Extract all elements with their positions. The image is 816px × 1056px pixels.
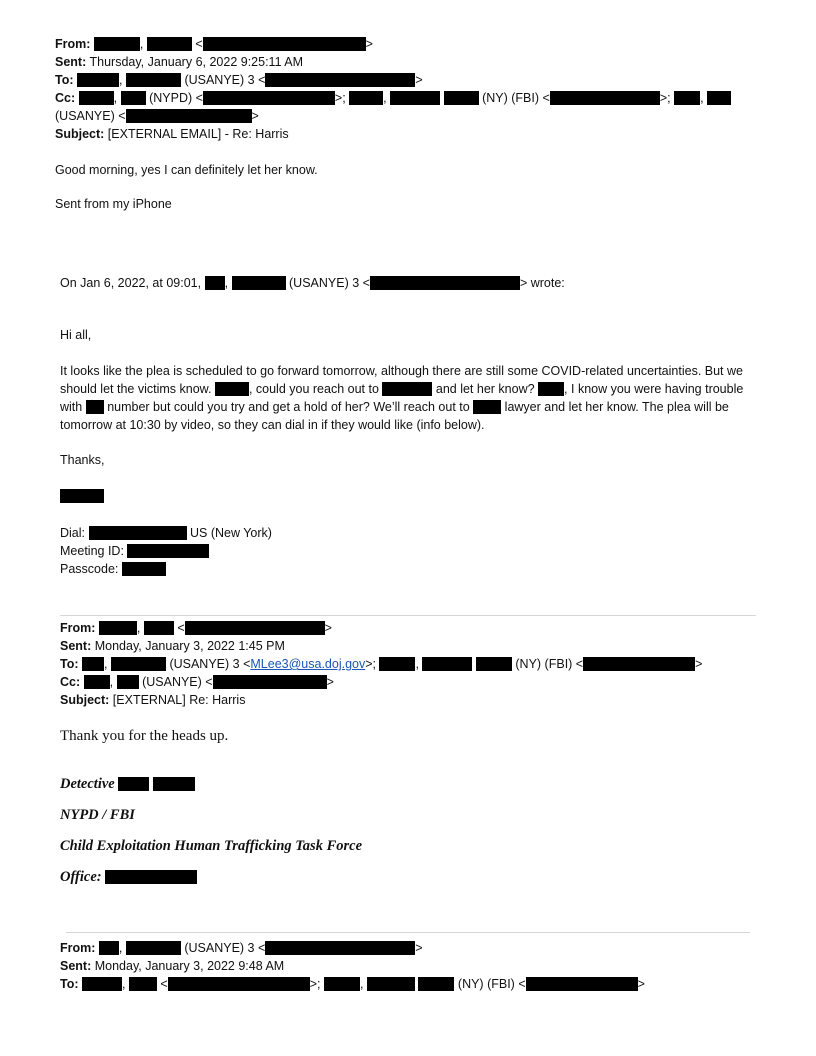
dial-line [60, 525, 272, 542]
sent-label: Sent: [60, 639, 92, 653]
sent-value: Monday, January 3, 2022 9:48 AM [94, 959, 285, 973]
cc-label: Cc: [55, 91, 76, 105]
passcode-line [60, 561, 166, 578]
to-org-fbi: (NY) (FBI) [457, 977, 515, 991]
redaction [379, 657, 415, 671]
from-label: From: [55, 37, 91, 51]
email1-cc-line-cont: (USANYE) < > [55, 109, 259, 123]
cc-org: (USANYE) [142, 675, 202, 689]
redaction [111, 657, 166, 671]
redaction [82, 977, 122, 991]
subject-value: [EXTERNAL EMAIL] - Re: Harris [107, 127, 289, 141]
email1-subject-line [55, 126, 289, 143]
quoted-paragraph [60, 362, 760, 434]
sent-label: Sent: [60, 959, 92, 973]
quoted-greeting: Hi all, [60, 328, 92, 342]
to-org: (USANYE) 3 [184, 73, 255, 87]
redaction [126, 941, 181, 955]
redaction [105, 870, 197, 884]
redaction [526, 977, 638, 991]
redaction [476, 657, 512, 671]
to-org: (USANYE) 3 [169, 657, 240, 671]
email3-sent-line [60, 958, 284, 975]
redaction [168, 977, 310, 991]
signature-title-text: Detective [60, 776, 115, 792]
redaction [203, 37, 366, 51]
email2-sent-line [60, 638, 285, 655]
sent-value: Thursday, January 6, 2022 9:25:11 AM [89, 55, 304, 69]
to-org-fbi: (NY) (FBI) [515, 657, 573, 671]
redaction [213, 675, 327, 689]
cc-label: Cc: [60, 675, 81, 689]
redaction [674, 91, 700, 105]
redaction [126, 73, 181, 87]
redaction [121, 91, 146, 105]
email1-cc-line: Cc: , (NYPD) < >; , (NY) (FBI) < >; , [55, 90, 731, 107]
email2-cc-line: Cc: , (USANYE) < > [60, 675, 334, 689]
redaction [349, 91, 383, 105]
passcode-label: Passcode: [60, 562, 119, 576]
signature-office [60, 869, 197, 886]
redaction [153, 777, 195, 791]
quoted-text: and let her know? [435, 382, 535, 396]
divider [60, 615, 756, 616]
cc-org-usanye: (USANYE) [55, 109, 115, 123]
email1-signoff: Sent from my iPhone [55, 197, 172, 211]
redaction [444, 91, 479, 105]
signature-task-force: Child Exploitation Human Trafficking Task Force [60, 838, 363, 854]
redaction [89, 526, 187, 540]
meeting-id-label: Meeting ID: [60, 544, 124, 558]
redaction [99, 941, 119, 955]
redaction [324, 977, 360, 991]
email1-from-line: From: , < > [55, 37, 373, 51]
quoted-text: , could you reach out to [248, 382, 379, 396]
subject-label: Subject: [60, 693, 110, 707]
redaction [265, 73, 415, 87]
redaction [126, 109, 252, 123]
redaction [422, 657, 472, 671]
from-label: From: [60, 941, 96, 955]
redaction [99, 621, 137, 635]
redaction [583, 657, 695, 671]
cc-org-fbi: (NY) (FBI) [482, 91, 540, 105]
meeting-id-line [60, 543, 209, 560]
quoted-signature [60, 488, 104, 505]
sent-label: Sent: [55, 55, 87, 69]
redaction [117, 675, 139, 689]
redaction [129, 977, 157, 991]
quoted-header: On Jan 6, 2022, at 09:01, , (USANYE) 3 < > wrote: [60, 276, 565, 290]
quoted-header-org: (USANYE) 3 [289, 276, 360, 290]
email3-to-line: To: , < >; , (NY) (FBI) < > [60, 977, 645, 991]
quoted-header-suffix: wrote: [530, 276, 565, 290]
quoted-text: , I know you were having trouble with [60, 382, 744, 414]
redaction [390, 91, 440, 105]
email1-body: Good morning, yes I can definitely let her know. [55, 163, 318, 177]
subject-label: Subject: [55, 127, 105, 141]
email2-from-line: From: , < > [60, 621, 332, 635]
redaction [60, 489, 104, 503]
email1-sent-line [55, 54, 303, 71]
quoted-text: number but could you try and get a hold of her? We’ll reach out to [107, 400, 470, 414]
quoted-thanks: Thanks, [60, 453, 105, 467]
redaction [215, 382, 249, 396]
email-link[interactable]: MLee3@usa.doj.gov [250, 657, 366, 671]
redaction [538, 382, 564, 396]
email1-to-line: To: , (USANYE) 3 < > [55, 73, 423, 87]
dial-label: Dial: [60, 526, 86, 540]
email2-subject-line [60, 692, 245, 709]
redaction [550, 91, 660, 105]
redaction [382, 382, 432, 396]
redaction [94, 37, 140, 51]
cc-org-nypd: (NYPD) [149, 91, 193, 105]
redaction [144, 621, 174, 635]
dial-suffix: US (New York) [189, 526, 272, 540]
email3-from-line: From: , (USANYE) 3 < > [60, 941, 423, 955]
signature-title [60, 776, 195, 793]
redaction [147, 37, 192, 51]
subject-value: [EXTERNAL] Re: Harris [112, 693, 246, 707]
redaction [77, 73, 119, 87]
quoted-text: It looks like the plea is scheduled to go forward tomorrow, although there are still some COVID-related uncertainties. But we should let the victims know. [60, 364, 743, 396]
quoted-text: lawyer and let her know. The plea will be tomorrow at 10:30 by video, so they can dial in if they would like (info below). [60, 400, 729, 432]
redaction [232, 276, 286, 290]
to-label: To: [60, 977, 79, 991]
redaction [84, 675, 110, 689]
redaction [118, 777, 149, 791]
redaction [418, 977, 454, 991]
signature-unit: NYPD / FBI [60, 807, 135, 823]
redaction [370, 276, 520, 290]
from-label: From: [60, 621, 96, 635]
from-org: (USANYE) 3 [184, 941, 255, 955]
to-label: To: [60, 657, 79, 671]
redaction [205, 276, 225, 290]
redaction [79, 91, 114, 105]
redaction [203, 91, 335, 105]
redaction [127, 544, 209, 558]
redaction [265, 941, 415, 955]
to-label: To: [55, 73, 74, 87]
redaction [473, 400, 501, 414]
sent-value: Monday, January 3, 2022 1:45 PM [94, 639, 285, 653]
email2-to-line: To: , (USANYE) 3 <MLee3@usa.doj.gov>; , (NY) (FBI) < > [60, 657, 703, 671]
email2-body: Thank you for the heads up. [60, 728, 229, 744]
quoted-header-prefix: On Jan 6, 2022, at 09:01, [60, 276, 202, 290]
redaction [367, 977, 415, 991]
office-label: Office: [60, 869, 102, 885]
redaction [122, 562, 166, 576]
redaction [707, 91, 731, 105]
divider [66, 932, 750, 933]
redaction [86, 400, 104, 414]
redaction [82, 657, 104, 671]
redaction [185, 621, 325, 635]
